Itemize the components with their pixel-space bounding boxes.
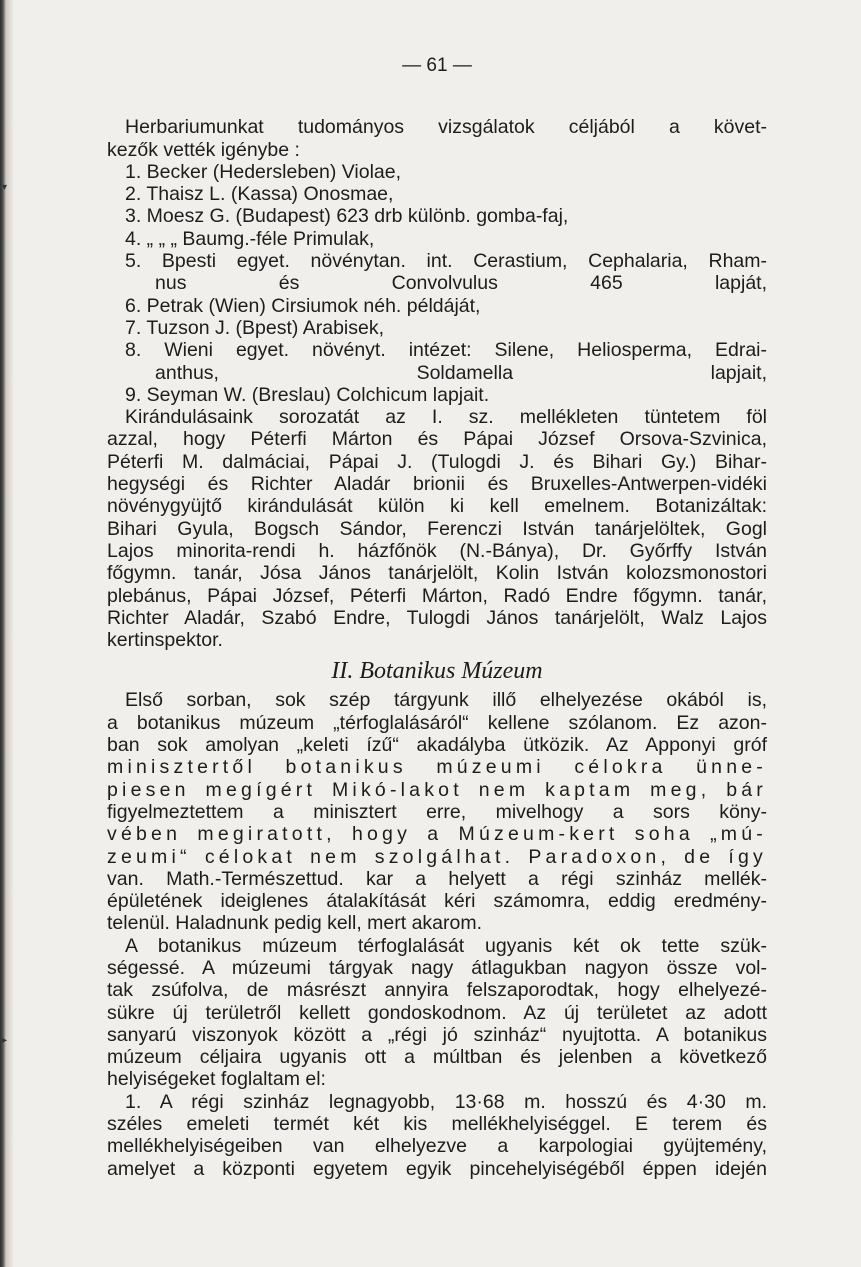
list-item: 6. Petrak (Wien) Cirsiumok néh. példáját, (125, 294, 481, 317)
text-line-spaced: piesen megígért Mikó-lakot nem kaptam meg, bár (107, 778, 767, 801)
text-line: kertinspektor. (107, 629, 223, 652)
list-item: 1. Becker (Hedersleben) Violae, (125, 160, 402, 183)
text-line: Péterfi M. dalmáciai, Pápai J. (Tulogdi J. és Bihari Gy.) Bihar- (107, 450, 767, 473)
list-item: 1. A régi szinház legnagyobb, 13·68 m. hosszú és 4·30 m. (125, 1090, 767, 1113)
list-item: 2. Thaisz L. (Kassa) Onosmae, (125, 183, 394, 206)
list-item: 4. „ „ „ Baumg.-féle Primulak, (125, 227, 375, 250)
text-line: figyelmeztettem a minisztert erre, mivelhogy a sors köny- (107, 800, 767, 823)
text-line: Herbariumunkat tudományos vizsgálatok céljából a követ- (125, 116, 767, 139)
text-line: ban sok amolyan „keleti ízű“ akadályba ütközik. Az Apponyi gróf (107, 734, 767, 757)
list-item: 7. Tuzson J. (Bpest) Arabisek, (125, 316, 385, 339)
text-line: van. Math.-Természettud. kar a helyett a régi szinház mellék- (107, 867, 767, 890)
text-line: növénygyüjtő kirándulását külön ki kell emelnem. Botanizáltak: (107, 495, 767, 518)
list-item: 9. Seyman W. (Breslau) Colchicum lapjait. (125, 383, 490, 406)
text-line: hegységi és Richter Aladár brionii és Bruxelles-Antwerpen-vidéki (107, 473, 767, 496)
page-content (107, 55, 767, 1180)
margin-mark: ▾ (2, 182, 8, 193)
section-heading: II. Botanikus Múzeum (331, 658, 543, 685)
list-item: 8. Wieni egyet. növényt. intézet: Silene, Heliosperma, Edrai- (125, 339, 767, 362)
margin-mark: ▸ (2, 1035, 8, 1046)
text-line: helyiségeket foglaltam el: (107, 1068, 326, 1091)
text-line: mellékhelyiségeiben van elhelyezve a karpologiai gyüjtemény, (107, 1135, 767, 1158)
text-line: azzal, hogy Péterfi Márton és Pápai József Orsova-Szvinica, (107, 428, 767, 451)
text-line: tak zsúfolva, de másrészt annyira felszaporodtak, hogy elhelyezé- (107, 979, 767, 1002)
text-line: sanyarú viszonyok között a „régi jó szinház“ nyujtotta. A botanikus (107, 1023, 767, 1046)
text-line: amelyet a központi egyetem egyik pincehelyiségéből éppen idején (107, 1157, 767, 1180)
text-line-spaced: minisztertől botanikus múzeumi célokra ünne- (107, 756, 767, 779)
list-item: 5. Bpesti egyet. növénytan. int. Cerastium, Cephalaria, Rham- (125, 250, 767, 273)
text-line: Kirándulásaink sorozatát az I. sz. mellékleten tüntetem föl (125, 406, 767, 429)
text-line: Richter Aladár, Szabó Endre, Tulogdi János tanárjelölt, Walz Lajos (107, 606, 767, 629)
text-line: ségessé. A múzeumi tárgyak nagy átlagukban nagyon össze vol- (107, 956, 767, 979)
text-line: sükre új területről kellett gondoskodnom. Az új területet az adott (107, 1001, 767, 1024)
text-line: széles emeleti termét két kis mellékhelyiséggel. E terem és (107, 1113, 767, 1136)
text-line-spaced: zeumi“ célokat nem szolgálhat. Paradoxon, de így (107, 845, 767, 868)
text-line: A botanikus múzeum térfoglalását ugyanis két ok tette szük- (125, 934, 767, 957)
text-line: kezők vették igénybe : (107, 138, 300, 161)
text-line: telenül. Haladnunk pedig kell, mert akarom. (107, 912, 483, 935)
text-line: plebánus, Pápai József, Péterfi Márton, Radó Endre főgymn. tanár, (107, 584, 767, 607)
text-line: a botanikus múzeum „térfoglalásáról“ kellene szólanom. Ez azon- (107, 711, 767, 734)
list-item: 3. Moesz G. (Budapest) 623 drb különb. gomba-faj, (125, 205, 569, 228)
text-line: Bihari Gyula, Bogsch Sándor, Ferenczi István tanárjelöltek, Gogl (107, 517, 767, 540)
text-line: Lajos minorita-rendi h. házfőnök (N.-Bánya), Dr. Győrffy István (107, 539, 767, 562)
text-line: főgymn. tanár, Jósa János tanárjelölt, Kolin István kolozsmonostori (107, 562, 767, 585)
text-line: múzeum céljaira ugyanis ott a múltban és jelenben a következő (107, 1046, 767, 1069)
text-line: épületének ideiglenes átalakítását kéri számomra, eddig eredmény- (107, 890, 767, 913)
list-item-cont: nus és Convolvulus 465 lapját, (155, 272, 767, 295)
list-item-cont: anthus, Soldamella lapjait, (155, 361, 767, 384)
page-number: — 61 — (402, 55, 472, 76)
text-line-spaced: vében megiratott, hogy a Múzeum-kert soha „mú- (107, 823, 767, 846)
text-line: Első sorban, sok szép tárgyunk illő elhelyezése okából is, (125, 689, 767, 712)
